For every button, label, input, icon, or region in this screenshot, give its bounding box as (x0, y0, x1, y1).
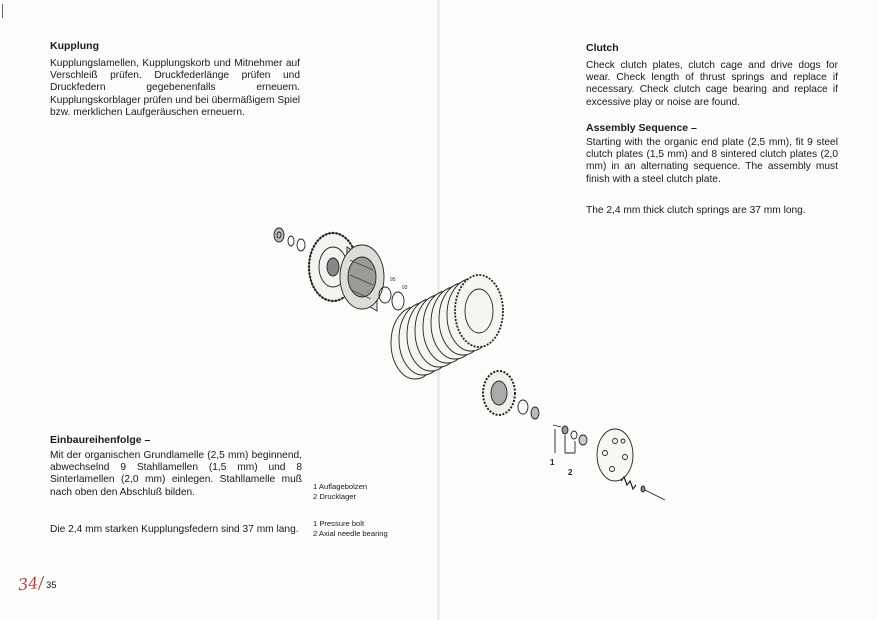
nut-icon (531, 407, 539, 419)
pressure-bolt-icon (553, 425, 561, 427)
right-springs-text: The 2,4 mm thick clutch springs are 37 mm long. (586, 205, 806, 216)
clutch-plate-stack-icon (391, 275, 503, 379)
page-edge-mark (2, 4, 3, 18)
handwritten-page-number: 34/ (17, 572, 45, 595)
part-label-93: 93 (402, 285, 408, 291)
clutch-exploded-diagram (265, 215, 685, 515)
page-number: 35 (46, 580, 57, 591)
legend-en-item-1: 1 Pressure bolt (313, 519, 365, 528)
washer-icon (297, 239, 305, 251)
right-paragraph: Check clutch plates, clutch cage and drive dogs for wear. Check length of thrust springs and replace if necessary. Check clutch cage bearing and replace if excessive play or noise are found. (586, 60, 838, 108)
left-assembly-title: Einbaureihenfolge – (50, 434, 151, 446)
washer-icon (571, 431, 577, 439)
pressure-plate-icon (483, 371, 515, 415)
right-title: Clutch (586, 42, 619, 54)
hub-nut-icon (379, 287, 391, 303)
legend-de-item-2: 2 Drucklager (313, 491, 357, 501)
bolt-icon (645, 490, 665, 500)
needle-bearing-icon (274, 228, 284, 242)
left-paragraph: Kupplungslamellen, Kupplungskorb und Mitnehmer auf Verschleiß prüfen. Druckfederlänge prüfen und Druckfedern gegebenenfalls erneuern. Kupplungskorblager prüfen und bei übermäßigem Spiel bzw. merklichen Laufgeräuschen erneuern. (50, 58, 300, 118)
washer-icon (518, 400, 528, 414)
left-assembly-text: Mit der organischen Grundlamelle (2,5 mm) beginnend, abwechselnd 9 Stahllamellen (1,5 mm) und 8 Sinterlamellen (2,0 mm) einlegen. Stahllamelle muß nach oben den Abschluß bilden. (50, 450, 302, 498)
legend-de-item-1: 1 Auflagebolzen (313, 482, 368, 491)
legend-en-item-2: 2 Axial needle bearing (313, 528, 388, 538)
right-assembly-title: Assembly Sequence – (586, 122, 697, 134)
legend-english (313, 519, 388, 538)
clutch-spring-icon (621, 477, 636, 489)
left-springs-text: Die 2,4 mm starken Kupplungsfedern sind 37 mm lang. (50, 524, 299, 535)
seal-ring-icon (392, 292, 404, 310)
left-title: Kupplung (50, 40, 99, 52)
right-assembly-text: Starting with the organic end plate (2,5 mm), fit 9 steel clutch plates (1,5 mm) and 8 sintered clutch plates (2,0 mm) in an alternating sequence. The assembly must finish with a steel clutch plate. (586, 137, 838, 185)
axial-bearing-icon (562, 426, 568, 434)
washer-icon (288, 236, 294, 246)
clutch-cage-icon (340, 245, 384, 311)
callout-2: 2 (568, 468, 573, 477)
spring-cover-icon (597, 429, 633, 481)
part-label-95: 95 (390, 277, 396, 283)
callout-1: 1 (550, 458, 555, 467)
bearing-icon (579, 435, 587, 445)
